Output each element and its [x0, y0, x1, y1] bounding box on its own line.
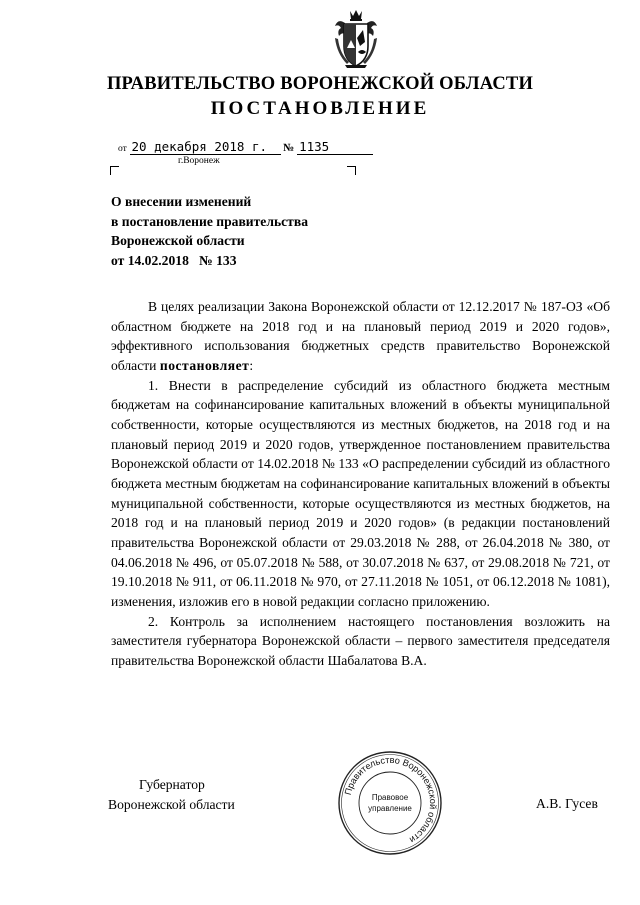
svg-text:управление: управление [368, 804, 412, 813]
document-number: 1135 [297, 140, 373, 155]
date-label: от [118, 144, 127, 154]
document-subject [111, 192, 411, 270]
item-1-paragraph: 1. Внести в распределение субсидий из областного бюджета местным бюджетам на софинансирование капитальных вложений в объекты муниципальной собственности, которые осуществляются из местных бюджетов, на 2018 год и на плановый период 2019 и 2020 годов, утвержденное постановлением правительства Воронежской области от 14.02.2018 № 133 «О распределении субсидий из областного бюджета местным бюджетам на софинансирование капитальных вложений в объекты муниципальной собственности, которые осуществляются из местных бюджетов, на 2018 год и на плановый период 2019 и 2020 годов» (в редакции постановлений правительства Воронежской области от 29.03.2018 № 288, от 26.04.2018 № 380, от 04.06.2018 № 496, от 05.07.2018 № 588, от 30.07.2018 № 637, от 29.08.2018 № 721, от 19.10.2018 № 911, от 06.11.2018 № 970, от 27.11.2018 № 1051, от 06.12.2018 № 1081), изменения, изложив его в новой редакции согласно приложению. [111, 377, 610, 609]
preamble-paragraph: В целях реализации Закона Воронежской области от 12.12.2017 № 187-ОЗ «Об областном бюджете на 2018 год и на плановый период 2019 и 2020 годов», эффективного использования бюджетных средств правительство Воронежской области постановляет: [111, 299, 610, 373]
document-date: 20 декабря 2018 г. [130, 140, 281, 155]
document-body [111, 297, 610, 670]
government-title: ПРАВИТЕЛЬСТВО ВОРОНЕЖСКОЙ ОБЛАСТИ [106, 74, 534, 94]
signature-position-line: Воронежской области [108, 796, 235, 812]
signatory-name: А.В. Гусев [536, 796, 598, 811]
resolves-word: постановляет [159, 357, 250, 373]
document-type: ПОСТАНОВЛЕНИЕ [210, 98, 430, 119]
subject-line: от 14.02.2018 № 133 [111, 252, 237, 268]
svg-text:Правительство Воронежской обла: Правительство Воронежской области [342, 754, 439, 846]
signature-position [108, 775, 235, 814]
official-seal-stamp [335, 748, 445, 858]
subject-bracket-right [347, 166, 356, 175]
subject-line: О внесении изменений [111, 194, 252, 209]
document-place: г.Воронеж [178, 156, 220, 166]
number-label: № [283, 142, 295, 154]
subject-line: в постановление правительства [111, 213, 308, 229]
document-meta [118, 140, 373, 156]
coat-of-arms-emblem [333, 8, 379, 70]
preamble-text: В целях реализации Закона Воронежской области от 12.12.2017 № 187-ОЗ «Об областном бюджете на 2018 год и на плановый период 2019 и 2020 годов», эффективного использования бюджетных средств правительство Воронежской области [111, 299, 610, 373]
item-2-paragraph: 2. Контроль за исполнением настоящего постановления возложить на заместителя губернатора Воронежской области – первого заместителя председателя правительства Воронежской области Шабалатова В.А. [111, 613, 610, 668]
subject-line: Воронежской области [111, 233, 245, 248]
signature-position-line: Губернатор [139, 777, 205, 792]
svg-text:Правовое: Правовое [371, 793, 409, 802]
subject-bracket-left [110, 166, 119, 175]
